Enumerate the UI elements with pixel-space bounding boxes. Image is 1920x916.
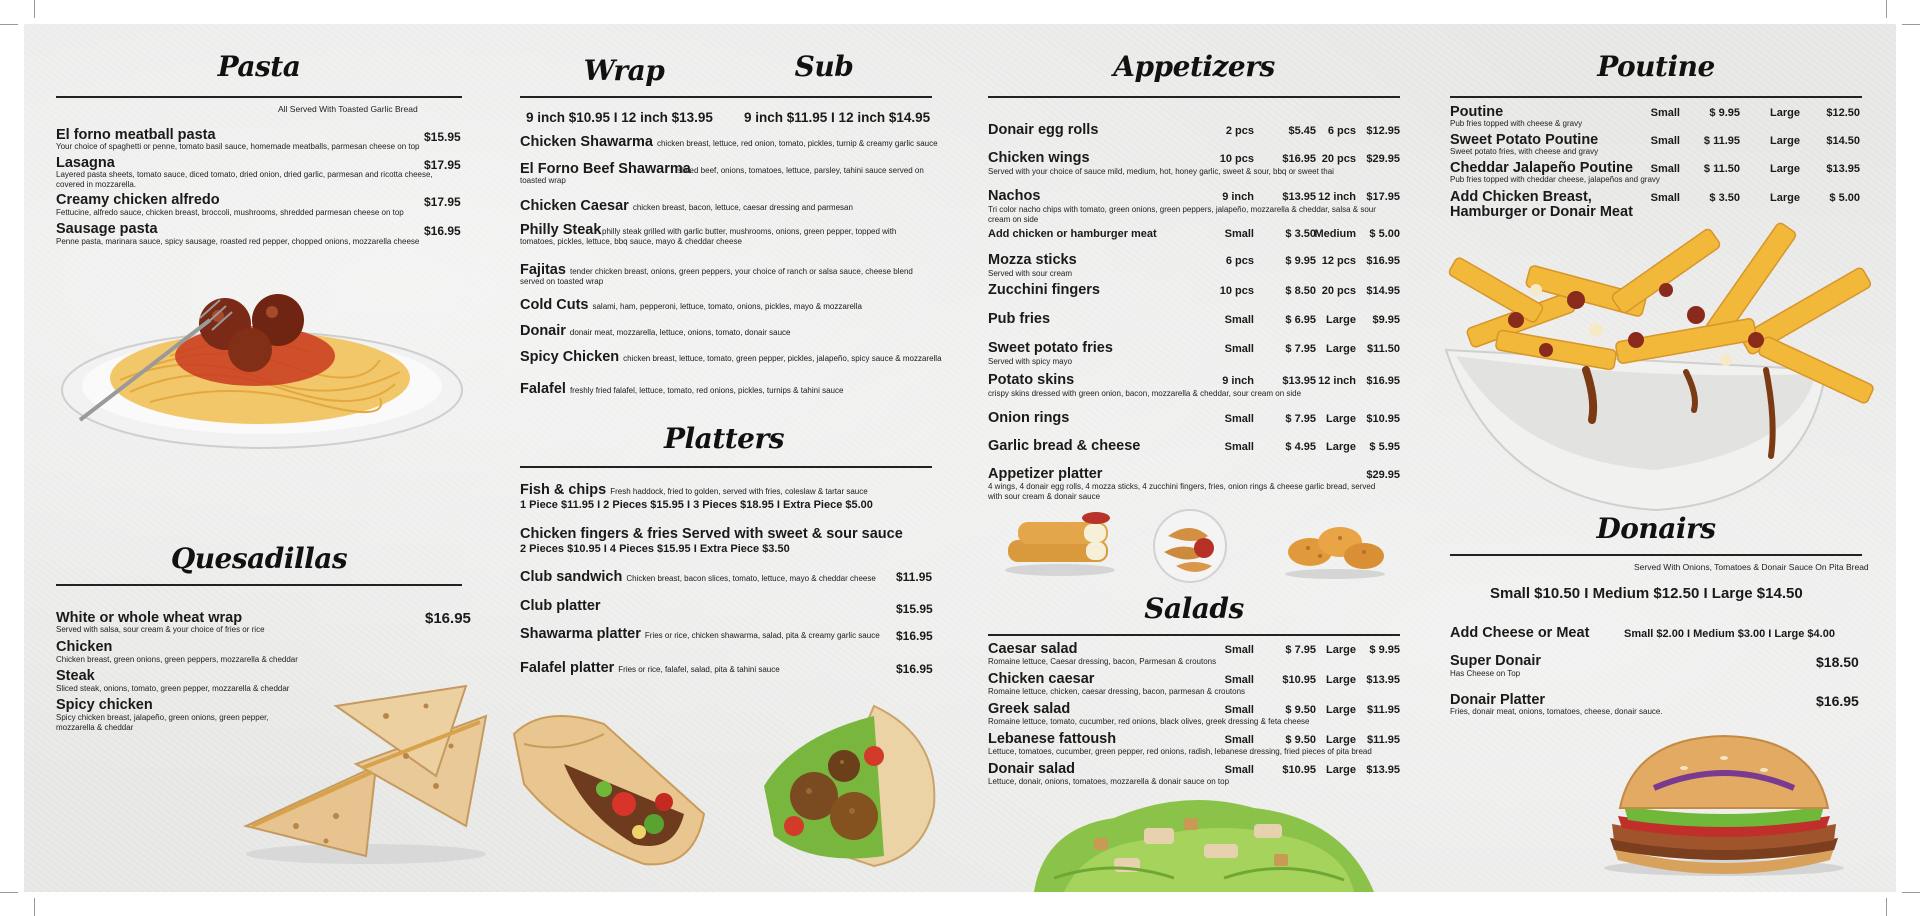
falafel-wrap-image bbox=[754, 696, 944, 876]
menu-item-price: $16.95 bbox=[1366, 375, 1400, 387]
menu-item-name: Chicken wings bbox=[988, 150, 1090, 166]
menu-item-name: Steak bbox=[56, 668, 95, 684]
menu-item-price: $10.95 bbox=[1366, 413, 1400, 425]
menu-item-name: El forno meatball pasta bbox=[56, 127, 216, 143]
menu-item-name: Fajitas bbox=[520, 262, 566, 278]
platters-title: Platters bbox=[663, 422, 785, 455]
menu-item-name: Garlic bread & cheese bbox=[988, 438, 1141, 454]
menu-item-desc: Pub fries topped with cheddar cheese, jalapeños and gravy bbox=[1450, 175, 1660, 184]
menu-item-desc: Layered pasta sheets, tomato sauce, diced tomato, dried onion, dried garlic, parmesan and ricotta cheese, covered in mozzarella. bbox=[56, 170, 433, 189]
quesadillas-title: Quesadillas bbox=[170, 542, 348, 575]
size-label: Small bbox=[1224, 704, 1254, 716]
menu-item-desc: sliced beef, onions, tomatoes, lettuce, parsley, tahini sauce served on toasted wrap bbox=[520, 166, 924, 185]
menu-item-desc: 4 wings, 4 donair egg rolls, 4 mozza sticks, 4 zucchini fingers, fries, onion rings & cheese garlic bread, served with sour cream & donair sauce bbox=[988, 482, 1376, 501]
menu-item bbox=[520, 381, 843, 397]
menu-item-name: Cheddar Jalapeño Poutine bbox=[1450, 160, 1633, 176]
menu-item bbox=[520, 569, 876, 585]
size-label: Small bbox=[1224, 441, 1254, 453]
menu-item-name: Hamburger or Donair Meat bbox=[1450, 204, 1633, 220]
menu-item-price: $11.95 bbox=[1366, 704, 1400, 716]
size-label: 12 inch bbox=[1318, 191, 1356, 203]
menu-item-price: $ 3.50 bbox=[1285, 228, 1316, 240]
size-label: 10 pcs bbox=[1219, 285, 1254, 297]
menu-item-price: $29.95 bbox=[1366, 153, 1400, 165]
menu-item-desc: Pub fries topped with cheese & gravy bbox=[1450, 119, 1583, 128]
crop-mark bbox=[1886, 0, 1887, 18]
quesadilla-image bbox=[236, 676, 496, 866]
menu-item-price: $16.95 bbox=[425, 610, 471, 627]
menu-item-desc: Lettuce, tomatoes, cucumber, green pepper, red onions, radish, lebanese dressing, fried pieces of pita bread bbox=[988, 747, 1372, 756]
menu-item-price: $13.95 bbox=[1282, 191, 1316, 203]
size-label: Small bbox=[1224, 734, 1254, 746]
size-label: 9 inch bbox=[1222, 191, 1254, 203]
menu-item-price: $11.50 bbox=[1366, 343, 1400, 355]
menu-item-desc: Has Cheese on Top bbox=[1450, 669, 1521, 678]
size-label: Large bbox=[1326, 764, 1356, 776]
menu-item-desc: Served with sour cream bbox=[988, 269, 1073, 278]
spaghetti-image bbox=[50, 260, 470, 460]
menu-item-desc: Spicy chicken breast, jalapeño, green onions, green pepper, mozzarella & cheddar bbox=[56, 713, 269, 732]
divider bbox=[1450, 554, 1862, 556]
crop-mark bbox=[34, 898, 35, 916]
donair-sizes: Small $10.50 I Medium $12.50 I Large $14.50 bbox=[1490, 585, 1803, 602]
crop-mark bbox=[1902, 892, 1920, 893]
menu-item-name: Falafel platter bbox=[520, 660, 615, 676]
menu-item-price: $ 8.50 bbox=[1285, 285, 1316, 297]
crop-mark bbox=[0, 24, 18, 25]
menu-item-price: $16.95 bbox=[1366, 255, 1400, 267]
menu-item-price: $ 9.95 bbox=[1709, 107, 1740, 119]
menu-item-name: Lasagna bbox=[56, 155, 115, 171]
size-label: Large bbox=[1326, 413, 1356, 425]
menu-item-name: Caesar salad bbox=[988, 641, 1078, 657]
crop-mark bbox=[34, 0, 35, 18]
menu-item-name: Onion rings bbox=[988, 410, 1070, 426]
menu-item-desc: Your choice of spaghetti or penne, tomato basil sauce, homemade meatballs, parmesan cheese on top bbox=[56, 142, 420, 151]
addon-name: Add chicken or hamburger meat bbox=[988, 228, 1157, 240]
divider bbox=[56, 96, 462, 98]
menu-item-price: $14.95 bbox=[1366, 285, 1400, 297]
divider bbox=[988, 96, 1400, 98]
menu-item bbox=[520, 626, 880, 642]
menu-item-price: $ 9.50 bbox=[1285, 734, 1316, 746]
menu-item-name: Chicken fingers & fries Served with sweet & sour sauce bbox=[520, 526, 903, 542]
menu-item-name: Falafel bbox=[520, 381, 566, 397]
menu-item-name: Potato skins bbox=[988, 372, 1075, 388]
menu-item-name: Creamy chicken alfredo bbox=[56, 192, 220, 208]
menu-item-price: $ 5.00 bbox=[1369, 228, 1400, 240]
menu-item bbox=[520, 198, 853, 214]
menu-item-price: $ 6.95 bbox=[1285, 314, 1316, 326]
fingers-prices: 2 Pieces $10.95 I 4 Pieces $15.95 I Extra Piece $3.50 bbox=[520, 543, 790, 555]
menu-item-price: $18.50 bbox=[1816, 654, 1859, 670]
menu-item-name: Donair egg rolls bbox=[988, 122, 1099, 138]
mozza-sticks-image bbox=[1000, 510, 1120, 580]
menu-item-price: $ 11.50 bbox=[1703, 163, 1740, 175]
menu-item-price: $ 9.95 bbox=[1285, 255, 1316, 267]
menu-item-price: $13.95 bbox=[1826, 163, 1860, 175]
size-label: 6 pcs bbox=[1327, 125, 1356, 137]
pasta-note: All Served With Toasted Garlic Bread bbox=[278, 104, 418, 114]
size-label: 20 pcs bbox=[1321, 153, 1356, 165]
menu-item-desc: chicken breast, lettuce, tomato, green pepper, pickles, jalapeño, spicy sauce & mozzarella bbox=[623, 354, 942, 363]
menu-item-name: Spicy chicken bbox=[56, 697, 153, 713]
menu-item-desc: Sweet potato fries, with cheese and gravy bbox=[1450, 147, 1599, 156]
menu-item-price: $13.95 bbox=[1366, 764, 1400, 776]
sub-title: Sub bbox=[794, 50, 854, 83]
size-label: Large bbox=[1326, 441, 1356, 453]
size-label: 12 inch bbox=[1318, 375, 1356, 387]
menu-item-price: $13.95 bbox=[1366, 674, 1400, 686]
menu-item-price: $16.95 bbox=[1816, 693, 1859, 709]
menu-item-desc: Fries, donair meat, onions, tomatoes, cheese, donair sauce. bbox=[1450, 707, 1663, 716]
menu-item-price: $10.95 bbox=[1282, 764, 1316, 776]
menu-item-name: El Forno Beef Shawarma bbox=[520, 161, 691, 177]
size-label: Large bbox=[1770, 107, 1800, 119]
menu-item-price: $10.95 bbox=[1282, 674, 1316, 686]
menu-item-name: Zucchini fingers bbox=[988, 282, 1100, 298]
menu-item-desc: Served with salsa, sour cream & your choice of fries or rice bbox=[56, 625, 265, 634]
size-label: 2 pcs bbox=[1225, 125, 1254, 137]
menu-item-price: $5.45 bbox=[1288, 125, 1316, 137]
sub-prices: 9 inch $11.95 I 12 inch $14.95 bbox=[744, 110, 931, 125]
menu-item-name: Poutine bbox=[1450, 104, 1504, 120]
potato-skins-image bbox=[1150, 506, 1230, 586]
menu-item-name: Appetizer platter bbox=[988, 466, 1103, 482]
menu-item-desc: Fries or rice, chicken shawarma, salad, pita & creamy garlic sauce bbox=[644, 631, 880, 640]
menu-item-desc: Sliced steak, onions, tomato, green pepper, mozzarella & cheddar bbox=[56, 684, 290, 693]
divider bbox=[56, 584, 462, 586]
poutine-image bbox=[1436, 220, 1896, 520]
menu-item-price: $16.95 bbox=[896, 629, 933, 643]
menu-item-desc: chicken breast, lettuce, red onion, tomato, pickles, turnip & creamy garlic sauce bbox=[656, 139, 938, 148]
size-label: Small bbox=[1650, 192, 1680, 204]
menu-item-price: $29.95 bbox=[1366, 469, 1400, 481]
poutine-title: Poutine bbox=[1597, 50, 1715, 83]
menu-item-name: Super Donair bbox=[1450, 653, 1542, 669]
menu-item-name: Donair Platter bbox=[1450, 692, 1546, 708]
appetizers-title: Appetizers bbox=[1113, 50, 1275, 83]
divider bbox=[988, 634, 1400, 636]
size-label: Large bbox=[1770, 192, 1800, 204]
menu-item-name: Chicken bbox=[56, 639, 113, 655]
size-label: 12 pcs bbox=[1321, 255, 1356, 267]
menu-item-desc: Fries or rice, falafel, salad, pita & tahini sauce bbox=[618, 665, 780, 674]
size-label: Small bbox=[1650, 135, 1680, 147]
menu-item-price: $ 7.95 bbox=[1285, 644, 1316, 656]
menu-item-name: Lebanese fattoush bbox=[988, 731, 1117, 747]
menu-item-desc: freshly fried falafel, lettuce, tomato, red onions, pickles, turnips & tahini sauce bbox=[569, 386, 844, 395]
menu-item-price: $ 7.95 bbox=[1285, 413, 1316, 425]
pasta-title: Pasta bbox=[217, 50, 301, 83]
size-label: 9 inch bbox=[1222, 375, 1254, 387]
menu-item bbox=[520, 297, 862, 313]
size-label: Large bbox=[1770, 135, 1800, 147]
menu-item-price: $ 4.95 bbox=[1285, 441, 1316, 453]
size-label: Large bbox=[1326, 704, 1356, 716]
wrap-prices: 9 inch $10.95 I 12 inch $13.95 bbox=[526, 110, 713, 125]
divider bbox=[520, 466, 932, 468]
menu-item-price: $ 9.50 bbox=[1285, 704, 1316, 716]
menu-item-price: $12.95 bbox=[1366, 125, 1400, 137]
menu-item-desc: tender chicken breast, onions, green peppers, your choice of ranch or salsa sauce, cheese blend served on toasted wrap bbox=[520, 267, 913, 286]
salads-title: Salads bbox=[1144, 592, 1244, 625]
menu-item-desc: chicken breast, bacon, lettuce, caesar dressing and parmesan bbox=[632, 203, 853, 212]
menu-item-desc: salami, ham, pepperoni, lettuce, tomato, onions, pickles, mayo & mozzarella bbox=[592, 302, 862, 311]
menu-item bbox=[520, 660, 780, 676]
menu-item-desc: Served with your choice of sauce mild, medium, hot, honey garlic, sweet & sour, bbq or sweet thai bbox=[988, 167, 1334, 176]
menu-item-name: White or whole wheat wrap bbox=[56, 610, 243, 626]
menu-item-desc: Penne pasta, marinara sauce, spicy sausage, roasted red pepper, chopped onions, mozzarella cheese bbox=[56, 237, 420, 246]
menu-item-name: Philly Steak bbox=[520, 222, 602, 238]
menu-item-name: Chicken Shawarma bbox=[520, 134, 653, 150]
menu-item-name: Club sandwich bbox=[520, 569, 623, 585]
menu-item-price: $11.95 bbox=[896, 570, 933, 584]
shawarma-wrap-image bbox=[504, 694, 724, 884]
menu-item-name: Sausage pasta bbox=[56, 221, 158, 237]
menu-item-name: Sweet potato fries bbox=[988, 340, 1113, 356]
addon-prices: Small $2.00 I Medium $3.00 I Large $4.00 bbox=[1624, 628, 1835, 640]
donairs-note: Served With Onions, Tomatoes & Donair Sauce On Pita Bread bbox=[1634, 562, 1869, 572]
menu-item-desc: crispy skins dressed with green onion, bacon, mozzarella & cheddar, sour cream on side bbox=[988, 389, 1302, 398]
divider bbox=[1450, 96, 1862, 98]
menu-item-price: $ 11.95 bbox=[1703, 135, 1740, 147]
size-label: Small bbox=[1224, 314, 1254, 326]
menu-item-price: $15.95 bbox=[896, 602, 933, 616]
menu-item-desc: Chicken breast, green onions, green peppers, mozzarella & cheddar bbox=[56, 655, 298, 664]
menu-item-desc: Fresh haddock, fried to golden, served with fries, coleslaw & tartar sauce bbox=[610, 487, 868, 496]
menu-item-name: Cold Cuts bbox=[520, 297, 589, 313]
menu-sheet bbox=[24, 24, 1896, 892]
size-label: Large bbox=[1326, 734, 1356, 746]
menu-item-name: Pub fries bbox=[988, 311, 1051, 327]
menu-item-price: $ 3.50 bbox=[1709, 192, 1740, 204]
menu-item-name: Shawarma platter bbox=[520, 626, 641, 642]
menu-item-price: $9.95 bbox=[1372, 314, 1400, 326]
menu-item-name: Greek salad bbox=[988, 701, 1071, 717]
size-label: Small bbox=[1224, 764, 1254, 776]
menu-item bbox=[520, 134, 938, 150]
size-label: Large bbox=[1326, 314, 1356, 326]
menu-item-name: Add Chicken Breast, bbox=[1450, 189, 1592, 205]
menu-item-price: $12.50 bbox=[1826, 107, 1860, 119]
size-label: Large bbox=[1770, 163, 1800, 175]
menu-item-desc: Served with spicy mayo bbox=[988, 357, 1073, 366]
menu-item-desc: Tri color nacho chips with tomato, green onions, green peppers, jalapeño, mozzarella & cheddar, salsa & sour cream on side bbox=[988, 205, 1376, 224]
wrap-title: Wrap bbox=[583, 54, 665, 87]
menu-item-desc: Chicken breast, bacon slices, tomato, lettuce, mayo & cheddar cheese bbox=[626, 574, 876, 583]
menu-item-price: $17.95 bbox=[1366, 191, 1400, 203]
size-label: Small bbox=[1224, 413, 1254, 425]
menu-item-price: $ 7.95 bbox=[1285, 343, 1316, 355]
menu-item-price: $ 5.00 bbox=[1829, 192, 1860, 204]
fish-prices: 1 Piece $11.95 I 2 Pieces $15.95 I 3 Pieces $18.95 I Extra Piece $5.00 bbox=[520, 499, 873, 511]
menu-item-name: Mozza sticks bbox=[988, 252, 1077, 268]
menu-item-price: $14.50 bbox=[1826, 135, 1860, 147]
menu-item-price: $16.95 bbox=[1282, 153, 1316, 165]
menu-item-price: $13.95 bbox=[1282, 375, 1316, 387]
size-label: Small bbox=[1650, 107, 1680, 119]
menu-item-name: Fish & chips bbox=[520, 482, 607, 498]
menu-item-name: Donair salad bbox=[988, 761, 1076, 777]
size-label: Small bbox=[1224, 343, 1254, 355]
menu-item bbox=[520, 323, 790, 339]
menu-item-name: Donair bbox=[520, 323, 566, 339]
menu-item bbox=[520, 349, 942, 365]
size-label: Large bbox=[1326, 343, 1356, 355]
size-label: Large bbox=[1326, 644, 1356, 656]
menu-item-name: Nachos bbox=[988, 188, 1041, 204]
donair-image bbox=[1594, 728, 1854, 878]
menu-item-desc: Romaine lettuce, chicken, caesar dressing, bacon, parmesan & croutons bbox=[988, 687, 1246, 696]
size-label: Small bbox=[1224, 228, 1254, 240]
menu-item-price: $17.95 bbox=[424, 158, 461, 172]
size-label: 20 pcs bbox=[1321, 285, 1356, 297]
crop-mark bbox=[0, 892, 18, 893]
crop-mark bbox=[1886, 898, 1887, 916]
menu-item-desc: philly steak grilled with garlic butter, mushrooms, onions, green pepper, topped with tomatoes, pickles, lettuce, bbq sauce, mayo & cheddar cheese bbox=[520, 227, 897, 246]
menu-item-price: $16.95 bbox=[896, 662, 933, 676]
menu-item-desc: Romaine lettuce, Caesar dressing, bacon, Parmesan & croutons bbox=[988, 657, 1217, 666]
menu-item-price: $ 9.95 bbox=[1369, 644, 1400, 656]
donairs-title: Donairs bbox=[1596, 512, 1716, 545]
size-label: 10 pcs bbox=[1219, 153, 1254, 165]
size-label: Small bbox=[1224, 674, 1254, 686]
menu-item-name: Chicken Caesar bbox=[520, 198, 629, 214]
chicken-fingers-image bbox=[1280, 512, 1390, 582]
size-label: 6 pcs bbox=[1225, 255, 1254, 267]
menu-item-desc: Lettuce, donair, onions, tomatoes, mozzarella & donair sauce on top bbox=[988, 777, 1230, 786]
salad-image bbox=[1024, 788, 1384, 892]
size-label: Small bbox=[1650, 163, 1680, 175]
menu-item-price: $16.95 bbox=[424, 224, 461, 238]
crop-mark bbox=[1902, 24, 1920, 25]
size-label: Large bbox=[1326, 674, 1356, 686]
size-label: Medium bbox=[1314, 228, 1356, 240]
menu-item-name: Club platter bbox=[520, 598, 601, 614]
menu-item-price: $11.95 bbox=[1366, 734, 1400, 746]
menu-item-name: Sweet Potato Poutine bbox=[1450, 132, 1599, 148]
menu-item-price: $17.95 bbox=[424, 195, 461, 209]
menu-item-name: Spicy Chicken bbox=[520, 349, 620, 365]
menu-item-desc: donair meat, mozzarella, lettuce, onions, tomato, donair sauce bbox=[569, 328, 791, 337]
menu-item-desc: Romaine lettuce, tomato, cucumber, red onions, black olives, greek dressing & feta cheese bbox=[988, 717, 1310, 726]
divider bbox=[520, 96, 932, 98]
menu-item-name: Add Cheese or Meat bbox=[1450, 625, 1590, 641]
menu-item-price: $ 5.95 bbox=[1369, 441, 1400, 453]
menu-item-price: $15.95 bbox=[424, 130, 461, 144]
menu-item-name: Chicken caesar bbox=[988, 671, 1095, 687]
menu-item-desc: Fettucine, alfredo sauce, chicken breast, broccoli, mushrooms, shredded parmesan cheese on top bbox=[56, 208, 404, 217]
size-label: Small bbox=[1224, 644, 1254, 656]
menu-item bbox=[520, 482, 868, 498]
